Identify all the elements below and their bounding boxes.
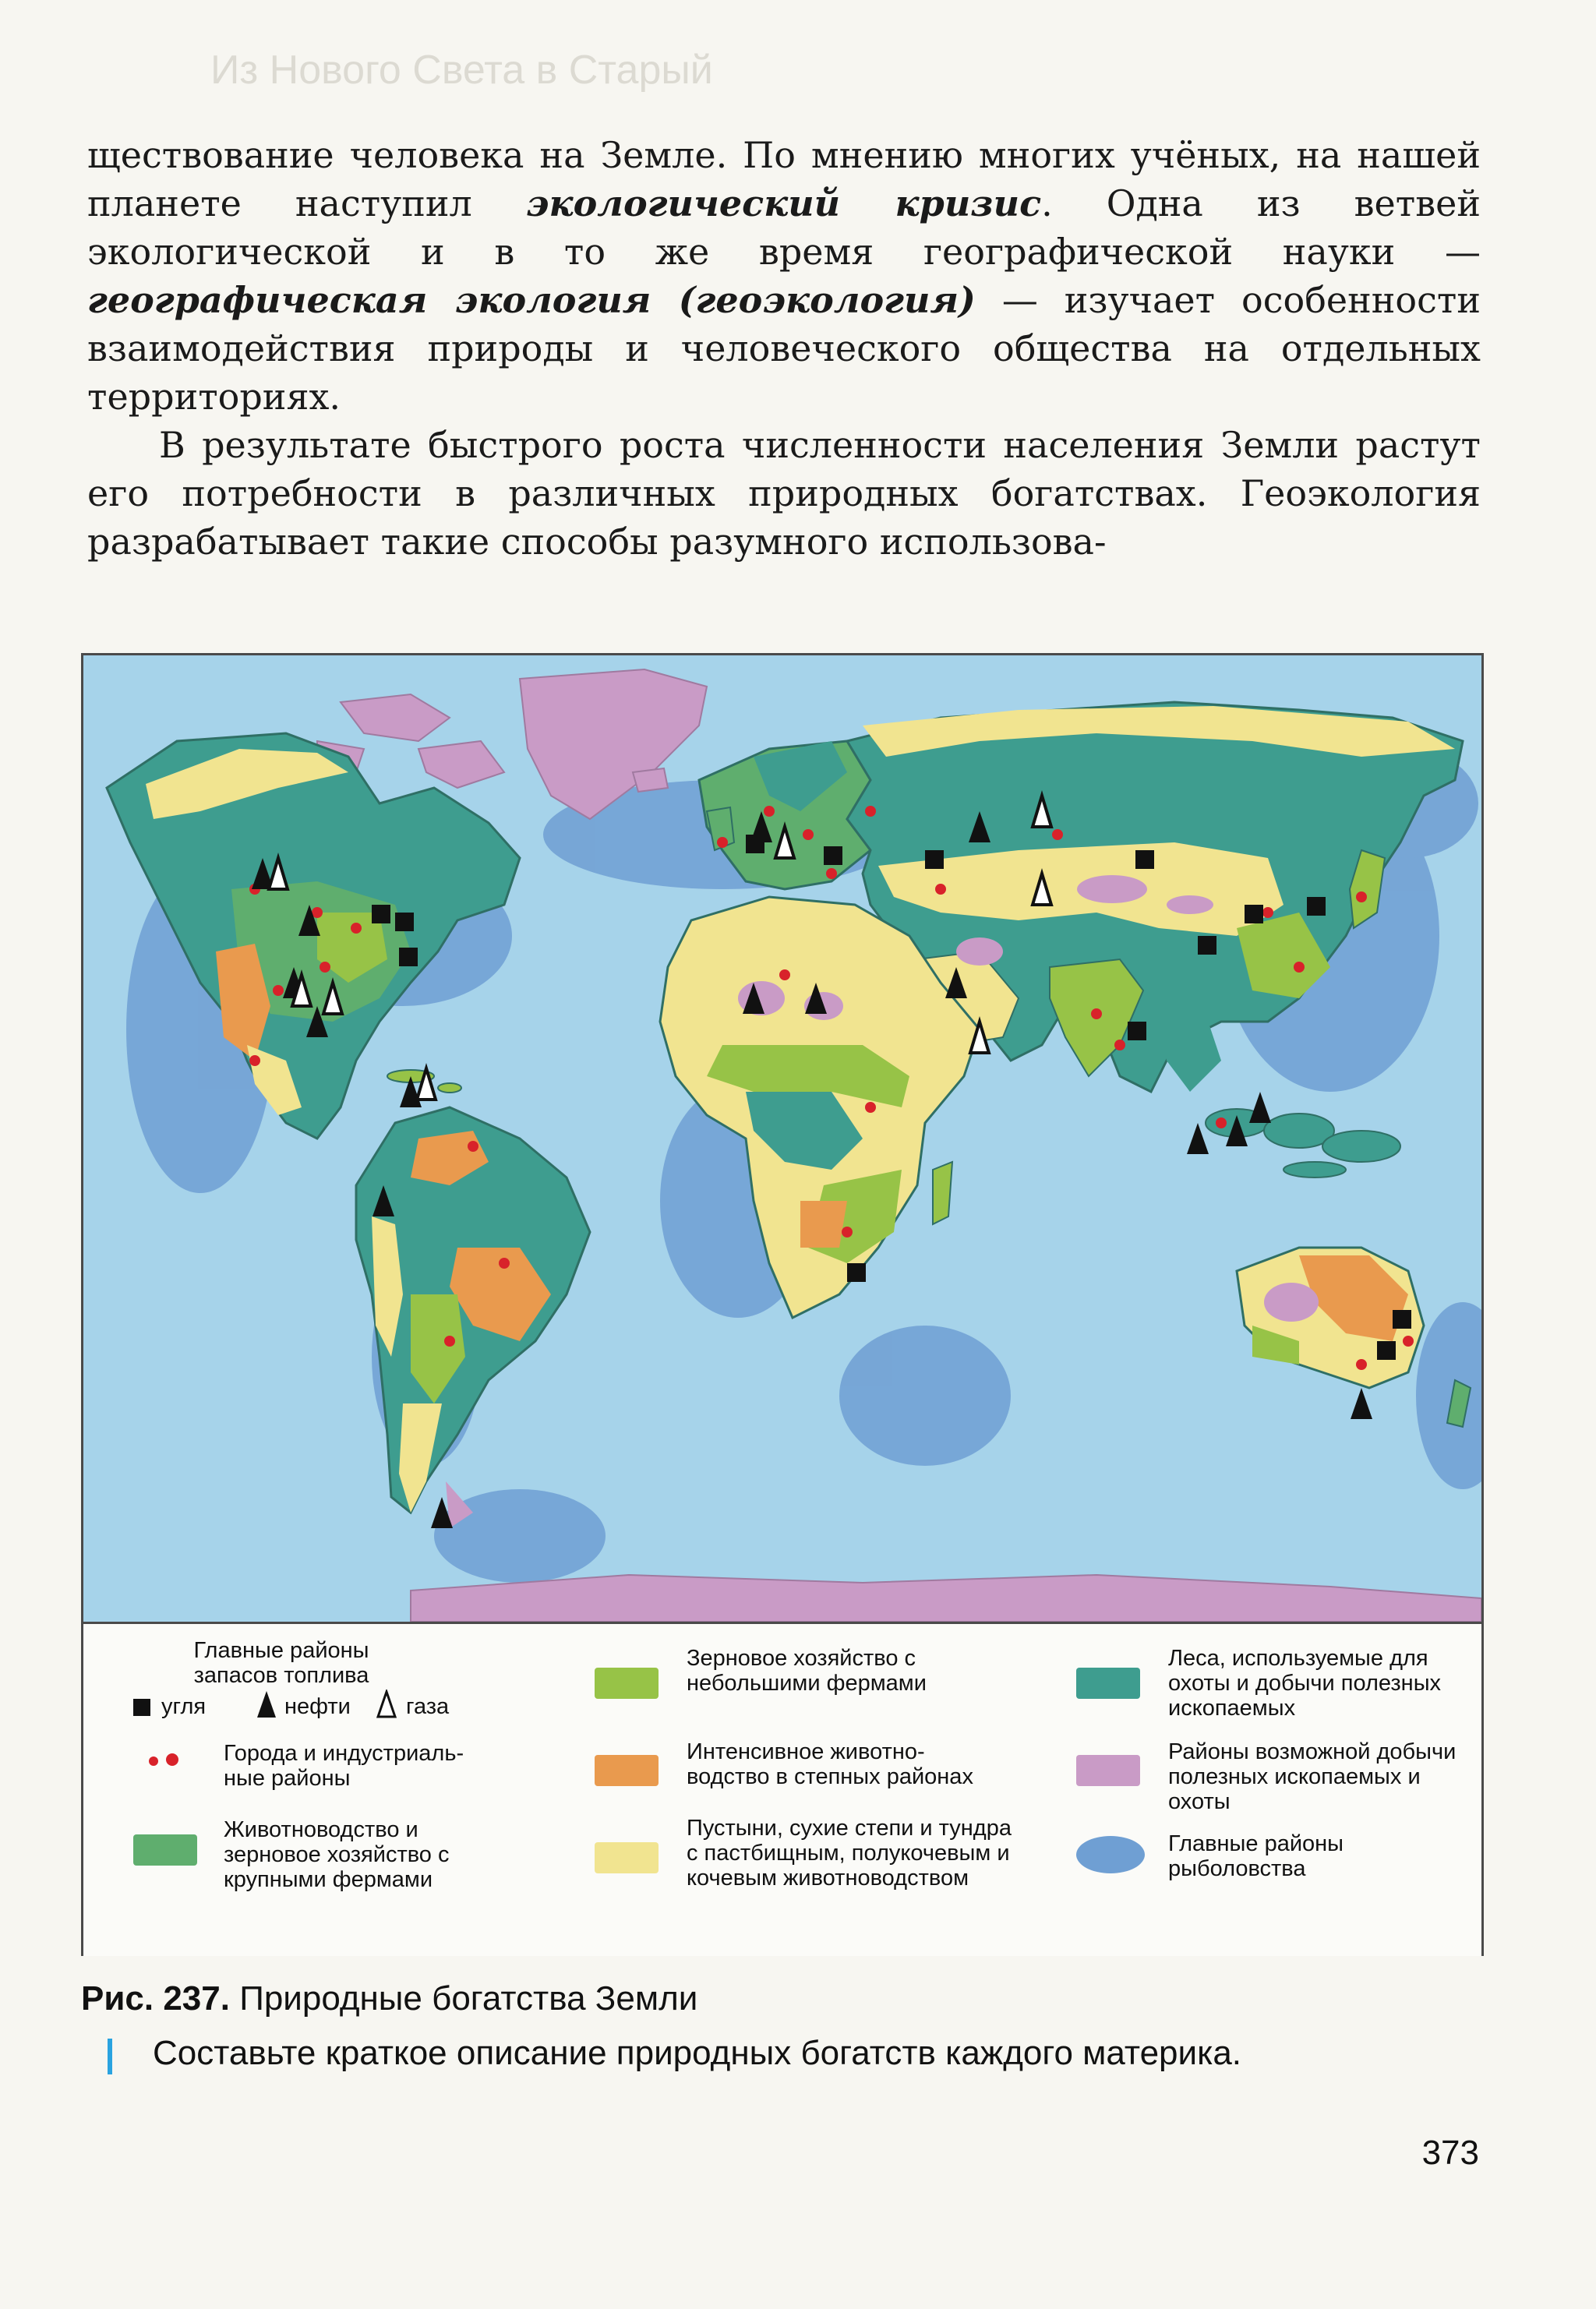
- swatch-livestock-large: [133, 1834, 197, 1866]
- swatch-grain-small: [595, 1668, 659, 1699]
- legend-fuel-title: Главные районы запасов топлива: [193, 1638, 369, 1688]
- paragraph-1: [87, 131, 1481, 421]
- world-resources-map: [83, 655, 1481, 1622]
- p1-run-5: — изучает особенности взаимодействия природы и человеческого общества на отдельных территориях.: [87, 279, 1481, 418]
- swatch-intensive-livestock: [595, 1755, 659, 1786]
- swatch-forests: [1076, 1668, 1140, 1699]
- legend-deserts: Пустыни, сухие степи и тундра с пастбищным, полукочевым и кочевым животноводством: [687, 1816, 1012, 1891]
- figure-title: Природные богатства Земли: [239, 1979, 698, 2018]
- swatch-minerals: [1076, 1755, 1140, 1786]
- p1-run-3: . Одна из ветвей экологической и в то же время географической науки —: [87, 182, 1481, 273]
- body-text: [87, 131, 1481, 566]
- swatch-deserts: [595, 1842, 659, 1873]
- task-question: [108, 2034, 1241, 2073]
- show-through-heading: Из Нового Света в Старый: [210, 48, 713, 93]
- map-legend: [83, 1622, 1481, 1956]
- city-dots-icon: [146, 1752, 185, 1771]
- oil-triangle-icon: [256, 1689, 277, 1719]
- legend-gas: газа: [406, 1694, 450, 1719]
- p2-run-1: В результате быстрого роста численности населения Земли растут его потребности в различных природных богатствах. Геоэкология разрабатывает такие способы разумного использова-: [87, 424, 1481, 563]
- africa-intensive: [800, 1201, 847, 1248]
- legend-forests: Леса, используемые для охоты и добычи полезных ископаемых: [1168, 1646, 1442, 1721]
- figure-number: Рис. 237.: [81, 1979, 230, 2018]
- swatch-fishing: [1076, 1836, 1145, 1873]
- iceland: [633, 768, 668, 792]
- legend-livestock-large: Животноводство и зерновое хозяйство с крупными фермами: [224, 1817, 450, 1892]
- page-number: 373: [1421, 2134, 1479, 2172]
- p1-run-1: ществование человека на Земле. По мнению многих учёных, на нашей планете наступил: [87, 134, 1481, 224]
- figure-natural-resources: [81, 653, 1484, 1956]
- legend-minerals: Районы возможной добычи полезных ископаемых и охоты: [1168, 1739, 1457, 1814]
- legend-coal: угля: [161, 1694, 207, 1719]
- term-ecological-crisis: экологический кризис: [525, 182, 1042, 224]
- legend-oil: нефти: [284, 1694, 351, 1719]
- term-geoecology: географическая экология (геоэкология): [87, 279, 976, 321]
- gas-triangle-icon: [376, 1689, 397, 1719]
- task-marker-bar: [108, 2039, 112, 2074]
- figure-caption: [81, 1979, 697, 2018]
- legend-intensive-livestock: Интенсивное животно-водство в степных районах: [687, 1739, 973, 1789]
- task-text: Составьте краткое описание природных богатств каждого материка.: [153, 2034, 1242, 2072]
- paragraph-2: [87, 421, 1481, 566]
- legend-fishing: Главные районы рыболовства: [1168, 1831, 1344, 1881]
- legend-grain-small: Зерновое хозяйство с небольшими фермами: [687, 1646, 927, 1696]
- legend-cities: Города и индустриаль-ные районы: [224, 1741, 464, 1791]
- australia-minerals: [1264, 1283, 1319, 1322]
- coal-square-icon: [133, 1699, 150, 1716]
